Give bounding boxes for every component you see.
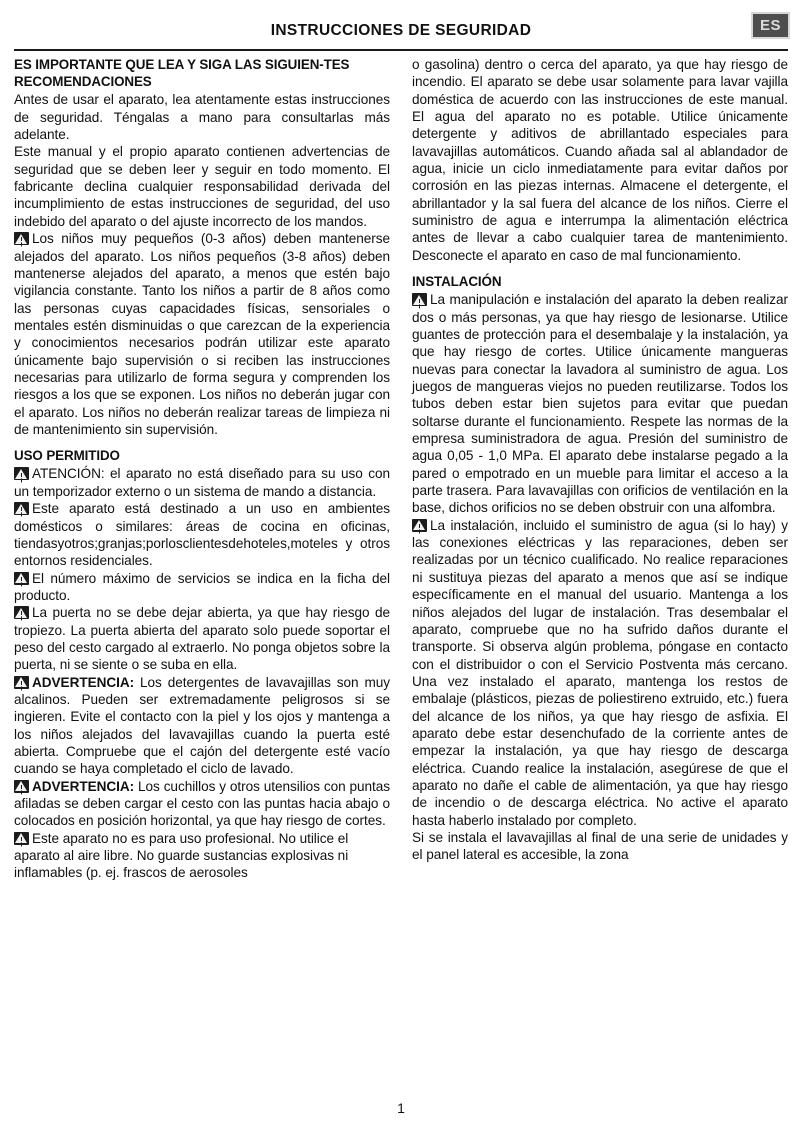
paragraph-gasolina-continuation: o gasolina) dentro o cerca del aparato, ya que hay riesgo de incendio. El aparato se debe usar solamente para lavar vajilla doméstica de acuerdo con las instrucciones de este manual. El agua del aparato no es potable. Utilice únicamente detergente y aditivos de abrillantado especiales para lavavajillas automáticos. Cuando añada sal al ablandador de agua, inicie un ciclo inmediatamente para evitar daños por corrosión en las piezas internas. Almacene el detergente, el abrillantador y la sal fuera del alcance de los niños. Cierre el suministro de agua e interrumpa la alimentación eléctrica antes de llevar a cabo cualquier tarea de mantenimiento. Desconecte el aparato en caso de mal funcionamiento.: [412, 57, 788, 263]
warning-triangle-icon: [14, 502, 29, 515]
paragraph-text: Este aparato no es para uso profesional. No utilice el aparato al aire libre. No guarde sustancias explosivas ni inflamables (p. ej. frascos de aerosoles: [14, 830, 349, 881]
paragraph-panel-lateral: Si se instala el lavavajillas al final de una serie de unidades y el panel lateral es accesible, la zona: [412, 829, 788, 863]
paragraph-text: La instalación, incluido el suministro de agua (si lo hay) y las conexiones eléctricas y las reparaciones, deben ser realizadas por un técnico cualificado. No realice reparaciones ni sustituya piezas del aparato a menos que así se indique específicamente en el manual del usuario. Mantenga a los niños alejados del lugar de instalación. Tras desembalar el aparato, compruebe que no ha sufrido daños durante el transporte. Si observa algún problema, póngase en contacto con el distribuidor o con el Servicio Postventa más cercano. Una vez instalado el aparato, mantenga los restos de embalaje (plásticos, piezas de poliestireno extruido, etc.) fuera del alcance de los niños, ya que hay riesgo de asfixia. El aparato debe estar desenchufado de la corriente antes de empezar la instalación, ya que hay riesgo de descarga eléctrica. Cuando realice la instalación, asegúrese de que el aparato no dañe el cable de alimentación, ya que hay riesgo de incendio o de descarga eléctrica. No active el aparato hasta haberlo instalado por completo.: [412, 517, 788, 828]
paragraph-ninos-pequenos: [14, 230, 390, 438]
paragraph-text: Los detergentes de lavavajillas son muy alcalinos. Pueden ser extremadamente peligrosos si se ingieren. Evite el contacto con la piel y los ojos y mantenga a los niños alejados del lavavajillas cuando la puerta esté abierta. Compruebe que el cajón del detergente esté vacío cuando se haya completado el ciclo de lavado.: [14, 674, 390, 777]
warning-triangle-icon: [412, 519, 427, 532]
paragraph-text: La puerta no se debe dejar abierta, ya que hay riesgo de tropiezo. La puerta abierta del aparato solo puede soportar el peso del cesto cargado al extraerlo. No ponga objetos sobre la puerta, ni se siente o se suba en ella.: [14, 605, 390, 673]
warning-label: ADVERTENCIA:: [32, 674, 135, 690]
paragraph-advertencia-detergentes: [14, 674, 390, 778]
paragraph-text: ATENCIÓN: el aparato no está diseñado para su uso con un temporizador externo o un sistema de mando a distancia.: [14, 466, 390, 499]
header-divider: [14, 49, 788, 51]
page-number: 1: [397, 1100, 405, 1116]
warning-triangle-icon: [14, 676, 29, 689]
paragraph-numero-servicios: [14, 570, 390, 605]
paragraph-ambientes-domesticos: [14, 500, 390, 569]
warning-triangle-icon: [14, 232, 29, 245]
paragraph-text: Este aparato está destinado a un uso en ambientes domésticos o similares: áreas de cocina en oficinas, tiendasyotros;granjas;porlosclientesdehoteles,moteles y otros entornos residenciales.: [14, 501, 390, 569]
paragraph-text: El número máximo de servicios se indica en la ficha del producto.: [14, 570, 390, 603]
language-badge: ES: [751, 12, 790, 39]
paragraph-text: Los niños muy pequeños (0-3 años) deben mantenerse alejados del aparato. Los niños pequeños (3-8 años) deben mantenerse alejados del aparato, a menos que estén bajo vigilancia constante. Tanto los niños a partir de 8 años como las personas cuyas capacidades físicas, sensoriales o mentales estén disminuidas o que carezcan de la experiencia y conocimientos necesarios podrán utilizar este aparato únicamente bajo supervisión o si reciben las instrucciones necesarias para utilizarlo de forma segura y comprenden los riesgos a los que se exponen. Los niños no deberán jugar con el aparato. Los niños no deberán realizar tareas de limpieza ni de mantenimiento sin supervisión.: [14, 231, 390, 437]
warning-triangle-icon: [14, 572, 29, 585]
page-header: [0, 0, 802, 50]
warning-triangle-icon: [14, 780, 29, 793]
warning-triangle-icon: [14, 606, 29, 619]
heading-importante: ES IMPORTANTE QUE LEA Y SIGA LAS SIGUIEN-TES RECOMENDACIONES: [14, 57, 350, 90]
paragraph-manipulacion-instalacion: [412, 291, 788, 516]
warning-triangle-icon: [412, 293, 427, 306]
paragraph-text: Los cuchillos y otros utensilios con puntas afiladas se deben cargar el cesto con las puntas hacia abajo o colocados en posición horizontal, ya que hay riesgo de cortes.: [14, 778, 391, 829]
paragraph-antes-de-usar: Antes de usar el aparato, lea atentamente estas instrucciones de seguridad. Téngalas a mano para consultarlas más adelante.: [14, 92, 390, 143]
left-column: [14, 56, 390, 882]
paragraph-text: La manipulación e instalación del aparato la deben realizar dos o más personas, ya que hay riesgo de lesionarse. Utilice guantes de protección para el desembalaje y la instalación, ya que hay riesgo de cortes. Utilice únicamente mangueras nuevas para conectar la lavadora al suministro de agua. Los juegos de mangueras viejos no pueden reutilizarse. Todos los tubos deben estar bien sujetos para evitar que puedan soltarse durante el funcionamiento. Respete las normas de la empresa suministradora de agua. Presión del suministro de agua 0,05 - 1,0 MPa. El aparato debe instalarse pegado a la pared o empotrado en un mueble para limitar el acceso a la parte trasera. Para lavavajillas con orificios de ventilación en la base, dichos orificios no se deben obstruir con una alfombra.: [412, 292, 788, 516]
right-column: [412, 56, 788, 882]
warning-label: ADVERTENCIA:: [32, 778, 135, 794]
warning-triangle-icon: [14, 832, 29, 845]
paragraph-puerta-abierta: [14, 604, 390, 673]
warning-triangle-icon: [14, 467, 29, 480]
paragraph-uso-profesional: [14, 830, 390, 882]
two-column-body: [14, 56, 788, 882]
heading-uso-permitido: USO PERMITIDO: [14, 448, 120, 464]
paragraph-atencion-temporizador: [14, 465, 390, 500]
paragraph-tecnico-cualificado: [412, 517, 788, 829]
page-title: INSTRUCCIONES DE SEGURIDAD: [270, 22, 532, 39]
paragraph-advertencia-cuchillos: [14, 778, 390, 830]
heading-instalacion: INSTALACIÓN: [412, 274, 502, 290]
paragraph-este-manual: Este manual y el propio aparato contienen advertencias de seguridad que se deben leer y seguir en todo momento. El fabricante declina cualquier responsabilidad derivada del incumplimiento de estas instrucciones de seguridad, del uso indebido del aparato o del ajuste incorrecto de los mandos.: [14, 144, 390, 229]
